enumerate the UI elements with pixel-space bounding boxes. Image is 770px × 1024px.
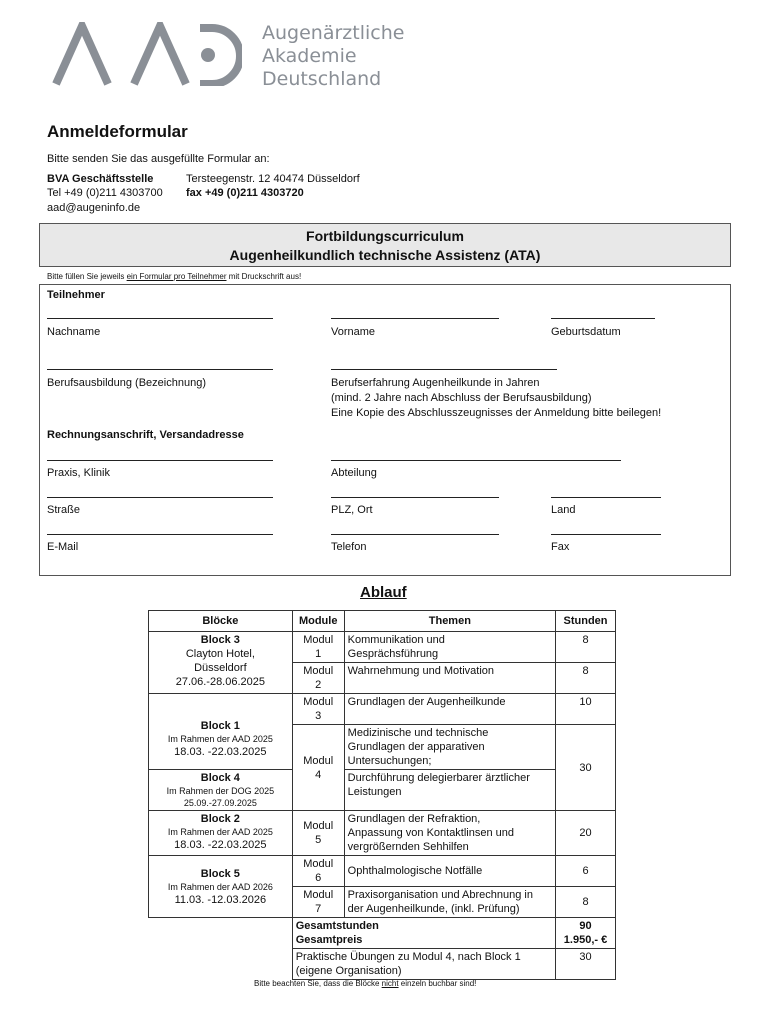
- module-7-topic: [344, 887, 555, 918]
- table-row: [149, 694, 616, 725]
- schedule-heading: Ablauf: [360, 584, 407, 601]
- block-5-context: Im Rahmen der AAD 2026: [167, 881, 273, 892]
- module-7-num: 7: [315, 903, 322, 915]
- module-4-topic-4: Durchführung delegierbarer ärztlicher: [347, 772, 530, 784]
- block-3-name: Block 3: [200, 634, 240, 646]
- org-fax: fax +49 (0)211 4303720: [186, 187, 304, 199]
- module-5-topic: [344, 811, 555, 856]
- module-4-topic-5: Leistungen: [347, 786, 402, 798]
- module-4-hours: 30: [556, 725, 616, 811]
- instruction-underlined: ein Formular pro Teilnehmer: [126, 272, 227, 281]
- praxis-field[interactable]: [47, 460, 273, 461]
- fax-field[interactable]: [551, 534, 661, 535]
- berufserfahrung-label: [331, 376, 661, 421]
- page-title: Anmeldeformular: [47, 122, 188, 141]
- block-2-context: Im Rahmen der AAD 2025: [167, 827, 273, 837]
- org-email: aad@augeninfo.de: [47, 202, 141, 214]
- table-row: [149, 856, 616, 887]
- practical-row: [149, 949, 616, 980]
- module-4-label: Modul: [303, 754, 334, 767]
- logo-line-3: Deutschland: [262, 68, 382, 90]
- aad-logo: [52, 22, 242, 86]
- practical-line-1: Praktische Übungen zu Modul 4, nach Block 1: [295, 951, 521, 963]
- block-3-cell: [149, 632, 293, 694]
- abteilung-field[interactable]: [331, 460, 621, 461]
- org-name: BVA Geschäftsstelle: [47, 173, 154, 185]
- col-bloecke: Blöcke: [149, 611, 293, 632]
- footer-note: [254, 979, 476, 988]
- module-2-topic: Wahrnehmung und Motivation: [344, 663, 555, 694]
- module-5-topic-1: Grundlagen der Refraktion,: [347, 813, 481, 825]
- strasse-field[interactable]: [47, 497, 273, 498]
- strasse-label: Straße: [47, 504, 81, 516]
- table-row: [149, 770, 616, 811]
- block-3-place-2: Düsseldorf: [194, 662, 247, 674]
- block-4-name: Block 4: [200, 772, 240, 784]
- module-5-topic-3: vergrößernden Sehhilfen: [347, 841, 469, 853]
- block-5-name: Block 5: [200, 867, 240, 880]
- praxis-label: Praxis, Klinik: [47, 467, 110, 479]
- telefon-label: Telefon: [331, 541, 367, 553]
- block-1-date: 18.03. -22.03.2025: [174, 746, 267, 758]
- module-5-topic-2: Anpassung von Kontaktlinsen und: [347, 827, 515, 839]
- block-5-date: 11.03. -12.03.2026: [174, 893, 267, 906]
- land-field[interactable]: [551, 497, 661, 498]
- block-2-date: 18.03. -22.03.2025: [174, 839, 267, 851]
- org-tel: Tel +49 (0)211 4303700: [47, 187, 163, 199]
- table-row: [149, 632, 616, 663]
- banner-line-1: Fortbildungscurriculum: [306, 228, 464, 244]
- module-5-hours: 20: [556, 811, 616, 856]
- course-banner: [39, 223, 731, 267]
- vorname-label: Vorname: [331, 326, 376, 338]
- instruction-post: mit Druckschrift aus!: [226, 272, 302, 281]
- empty-cell: [149, 949, 293, 980]
- block-1-cell: [149, 694, 293, 770]
- geburtsdatum-field[interactable]: [551, 318, 655, 319]
- module-3-label: Modul: [303, 696, 334, 708]
- module-4-num: 4: [315, 768, 322, 781]
- plz-label: PLZ, Ort: [331, 504, 373, 516]
- module-1-hours: 8: [556, 632, 616, 663]
- berufserfahrung-field[interactable]: [331, 369, 557, 370]
- table-header-row: [149, 611, 616, 632]
- nachname-label: Nachname: [47, 326, 101, 338]
- email-field[interactable]: [47, 534, 273, 535]
- totals-labels: [292, 918, 555, 949]
- module-4-cell: [292, 725, 344, 811]
- logo-wordmark: [262, 22, 404, 91]
- module-4-topic-3: Untersuchungen;: [347, 755, 432, 767]
- module-1-topic-1: Kommunikation und: [347, 634, 445, 646]
- module-2-label: Modul: [303, 665, 334, 677]
- module-4-topic-2: Grundlagen der apparativen: [347, 741, 485, 753]
- practical-label: [292, 949, 555, 980]
- block-4-context: Im Rahmen der DOG 2025: [166, 786, 275, 796]
- module-6-label: Modul: [303, 858, 334, 870]
- logo-line-2: Akademie: [262, 45, 357, 67]
- module-5-num: 5: [315, 834, 322, 846]
- berufserfahrung-line-1: Berufserfahrung Augenheilkunde in Jahren: [331, 377, 540, 389]
- total-price-label: Gesamtpreis: [295, 934, 363, 946]
- empty-cell: [149, 918, 293, 949]
- vorname-field[interactable]: [331, 318, 499, 319]
- logo-line-1: Augenärztliche: [262, 22, 405, 44]
- total-hours: 90: [579, 920, 592, 932]
- block-3-date: 27.06.-28.06.2025: [175, 676, 266, 688]
- module-2-cell: [292, 663, 344, 694]
- module-5-label: Modul: [303, 820, 334, 832]
- block-2-name: Block 2: [200, 813, 240, 825]
- totals-row: [149, 918, 616, 949]
- col-module: Module: [292, 611, 344, 632]
- module-7-topic-2: der Augenheilkunde, (inkl. Prüfung): [347, 903, 520, 915]
- berufsausbildung-label: Berufsausbildung (Bezeichnung): [47, 377, 206, 389]
- block-1-context: Im Rahmen der AAD 2025: [167, 734, 273, 744]
- module-7-topic-1: Praxisorganisation und Abrechnung in: [347, 889, 533, 901]
- module-6-topic: Ophthalmologische Notfälle: [344, 856, 555, 887]
- practical-line-2: (eigene Organisation): [295, 965, 402, 977]
- col-themen: Themen: [344, 611, 555, 632]
- module-5-cell: [292, 811, 344, 856]
- module-4-topic-a: [344, 725, 555, 770]
- module-1-label: Modul: [303, 634, 334, 646]
- block-2-cell: [149, 811, 293, 856]
- module-6-num: 6: [315, 872, 322, 884]
- banner-line-2: Augenheilkundlich technische Assistenz (ATA): [229, 247, 541, 263]
- module-3-num: 3: [315, 710, 322, 722]
- module-7-label: Modul: [303, 889, 334, 901]
- block-3-place-1: Clayton Hotel,: [185, 648, 255, 660]
- module-7-hours: 8: [556, 887, 616, 918]
- berufsausbildung-field[interactable]: [47, 369, 273, 370]
- module-6-cell: [292, 856, 344, 887]
- schedule-table: [148, 610, 616, 980]
- totals-values: [556, 918, 616, 949]
- footer-pre: Bitte beachten Sie, dass die Blöcke: [254, 979, 382, 988]
- participant-heading: Teilnehmer: [47, 289, 105, 301]
- module-1-num: 1: [315, 648, 322, 660]
- telefon-field[interactable]: [331, 534, 499, 535]
- module-6-hours: 6: [556, 856, 616, 887]
- fill-instruction: [47, 272, 301, 281]
- module-3-topic: Grundlagen der Augenheilkunde: [344, 694, 555, 725]
- intro-text: Bitte senden Sie das ausgefüllte Formular an:: [47, 153, 270, 165]
- block-1-name: Block 1: [200, 720, 240, 732]
- block-4-date: 25.09.-27.09.2025: [183, 798, 257, 808]
- footer-post: einzeln buchbar sind!: [398, 979, 477, 988]
- col-stunden: Stunden: [556, 611, 616, 632]
- practical-hours: 30: [556, 949, 616, 980]
- block-5-cell: [149, 856, 293, 918]
- instruction-pre: Bitte füllen Sie jeweils: [47, 272, 127, 281]
- module-1-topic-2: Gesprächsführung: [347, 648, 439, 660]
- fax-label: Fax: [551, 541, 570, 553]
- module-2-num: 2: [315, 679, 322, 691]
- total-hours-label: Gesamtstunden: [295, 920, 379, 932]
- land-label: Land: [551, 504, 576, 516]
- module-4-topic-1: Medizinische und technische: [347, 727, 489, 739]
- total-price: 1.950,- €: [563, 934, 608, 946]
- module-1-topic: [344, 632, 555, 663]
- billing-heading: Rechnungsanschrift, Versandadresse: [47, 429, 244, 441]
- block-4-cell: [149, 770, 293, 811]
- berufserfahrung-line-3: Eine Kopie des Abschlusszeugnisses der Anmeldung bitte beilegen!: [331, 407, 662, 419]
- org-address: Tersteegenstr. 12 40474 Düsseldorf: [186, 173, 360, 185]
- plz-field[interactable]: [331, 497, 499, 498]
- email-label: E-Mail: [47, 541, 79, 553]
- geburtsdatum-label: Geburtsdatum: [551, 326, 621, 338]
- table-row: [149, 811, 616, 856]
- module-7-cell: [292, 887, 344, 918]
- abteilung-label: Abteilung: [331, 467, 377, 479]
- berufserfahrung-line-2: (mind. 2 Jahre nach Abschluss der Berufsausbildung): [331, 392, 592, 404]
- module-3-cell: [292, 694, 344, 725]
- footer-underlined: nicht: [381, 979, 399, 988]
- module-2-hours: 8: [556, 663, 616, 694]
- module-1-cell: [292, 632, 344, 663]
- module-4-topic-b: [344, 770, 555, 811]
- nachname-field[interactable]: [47, 318, 273, 319]
- module-3-hours: 10: [556, 694, 616, 725]
